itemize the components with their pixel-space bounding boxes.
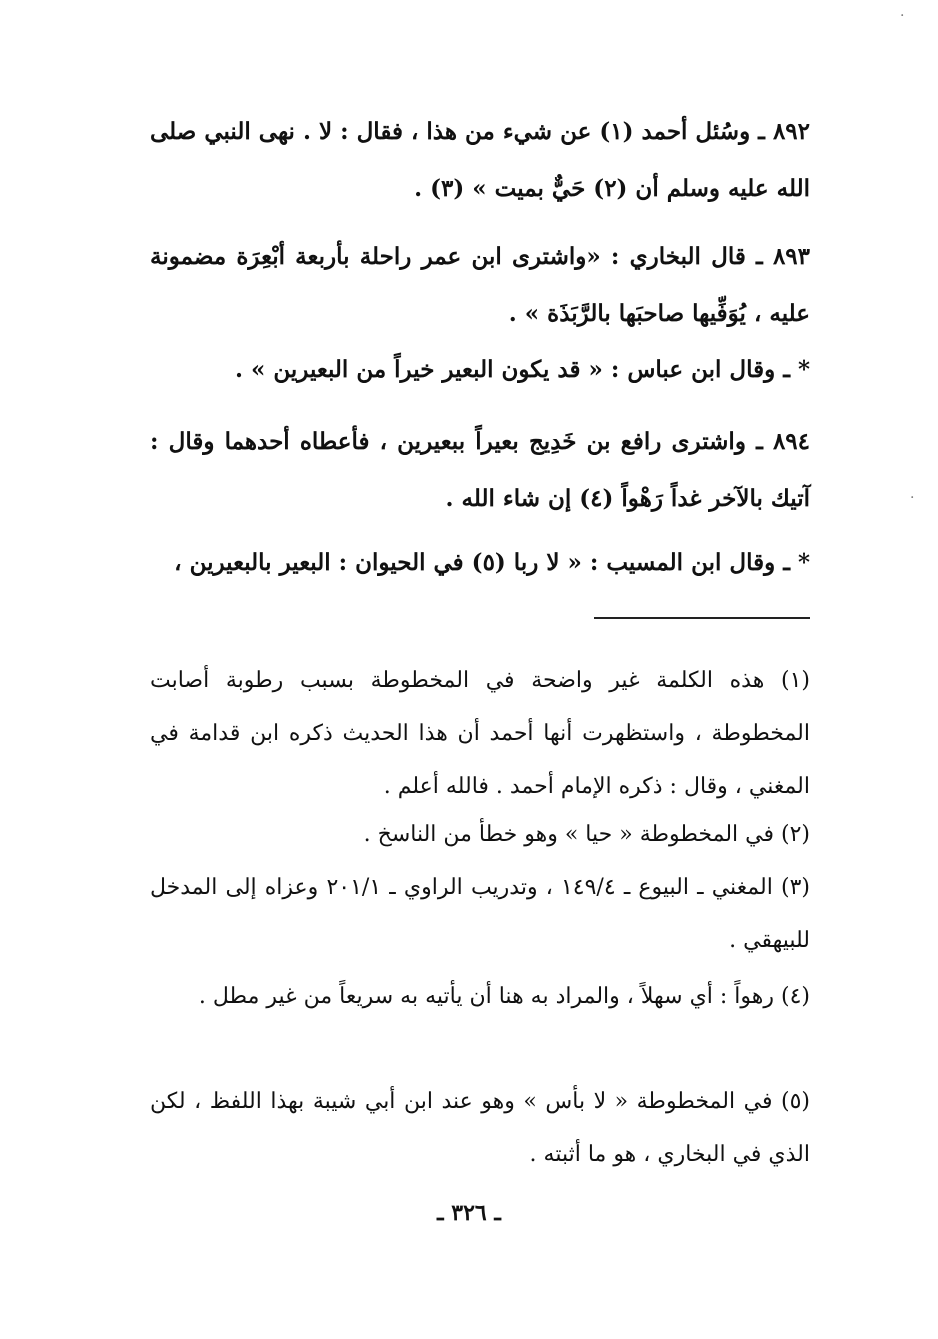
page-number: ـ ٣٢٦ ـ	[437, 1200, 501, 1226]
paragraph-894: ٨٩٤ ـ واشترى رافع بن خَدِيج بعيراً ببعيرين ، فأعطاه أحدهما وقال : آتيك بالآخر غداً رَهْواً (٤) إن شاء الله .	[150, 428, 810, 512]
scan-speck: ·	[900, 8, 905, 24]
paragraph-ibn-al-musayyib: * ـ وقال ابن المسيب : « لا ربا (٥) في الحيوان : البعير بالبعيرين ،	[174, 549, 810, 576]
footnote-4: (٤) رهواً : أي سهلاً ، والمراد به هنا أن يأتيه به سريعاً من غير مطل .	[198, 984, 810, 1009]
footnote-1: (١) هذه الكلمة غير واضحة في المخطوطة بسبب رطوبة أصابت المخطوطة ، واستظهرت أنها أحمد أن هذا الحديث ذكره ابن قدامة في المغني ، وقال : ذكره الإمام أحمد . فالله أعلم .	[150, 668, 810, 799]
paragraph-ibn-abbas: * ـ وقال ابن عباس : « قد يكون البعير خيراً من البعيرين » .	[234, 356, 810, 383]
footnote-separator	[594, 617, 810, 619]
footnote-2: (٢) في المخطوطة « حيا » وهو خطأ من الناسخ .	[363, 822, 810, 847]
paragraph-892: ٨٩٢ ـ وسُئل أحمد (١) عن شيء من هذا ، فقال : لا . نهى النبي صلى الله عليه وسلم أن (٢) حَيٌّ بميت » (٣) .	[150, 118, 810, 202]
footnote-5: (٥) في المخطوطة « لا بأس » وهو عند ابن أبي شيبة بهذا اللفظ ، لكن الذي في البخاري ، هو ما أثبته .	[150, 1089, 810, 1167]
paragraph-893: ٨٩٣ ـ قال البخاري : «واشترى ابن عمر راحلة بأربعة أبْعِرَة مضمونة عليه ، يُوَفِّيها صاحبَها بالرَّبَذَة » .	[150, 243, 810, 327]
scan-speck: ·	[910, 490, 915, 506]
footnote-3: (٣) المغني ـ البيوع ـ ١٤٩/٤ ، وتدريب الراوي ـ ٢٠١/١ وعزاه إلى المدخل للبيهقي .	[150, 875, 810, 953]
